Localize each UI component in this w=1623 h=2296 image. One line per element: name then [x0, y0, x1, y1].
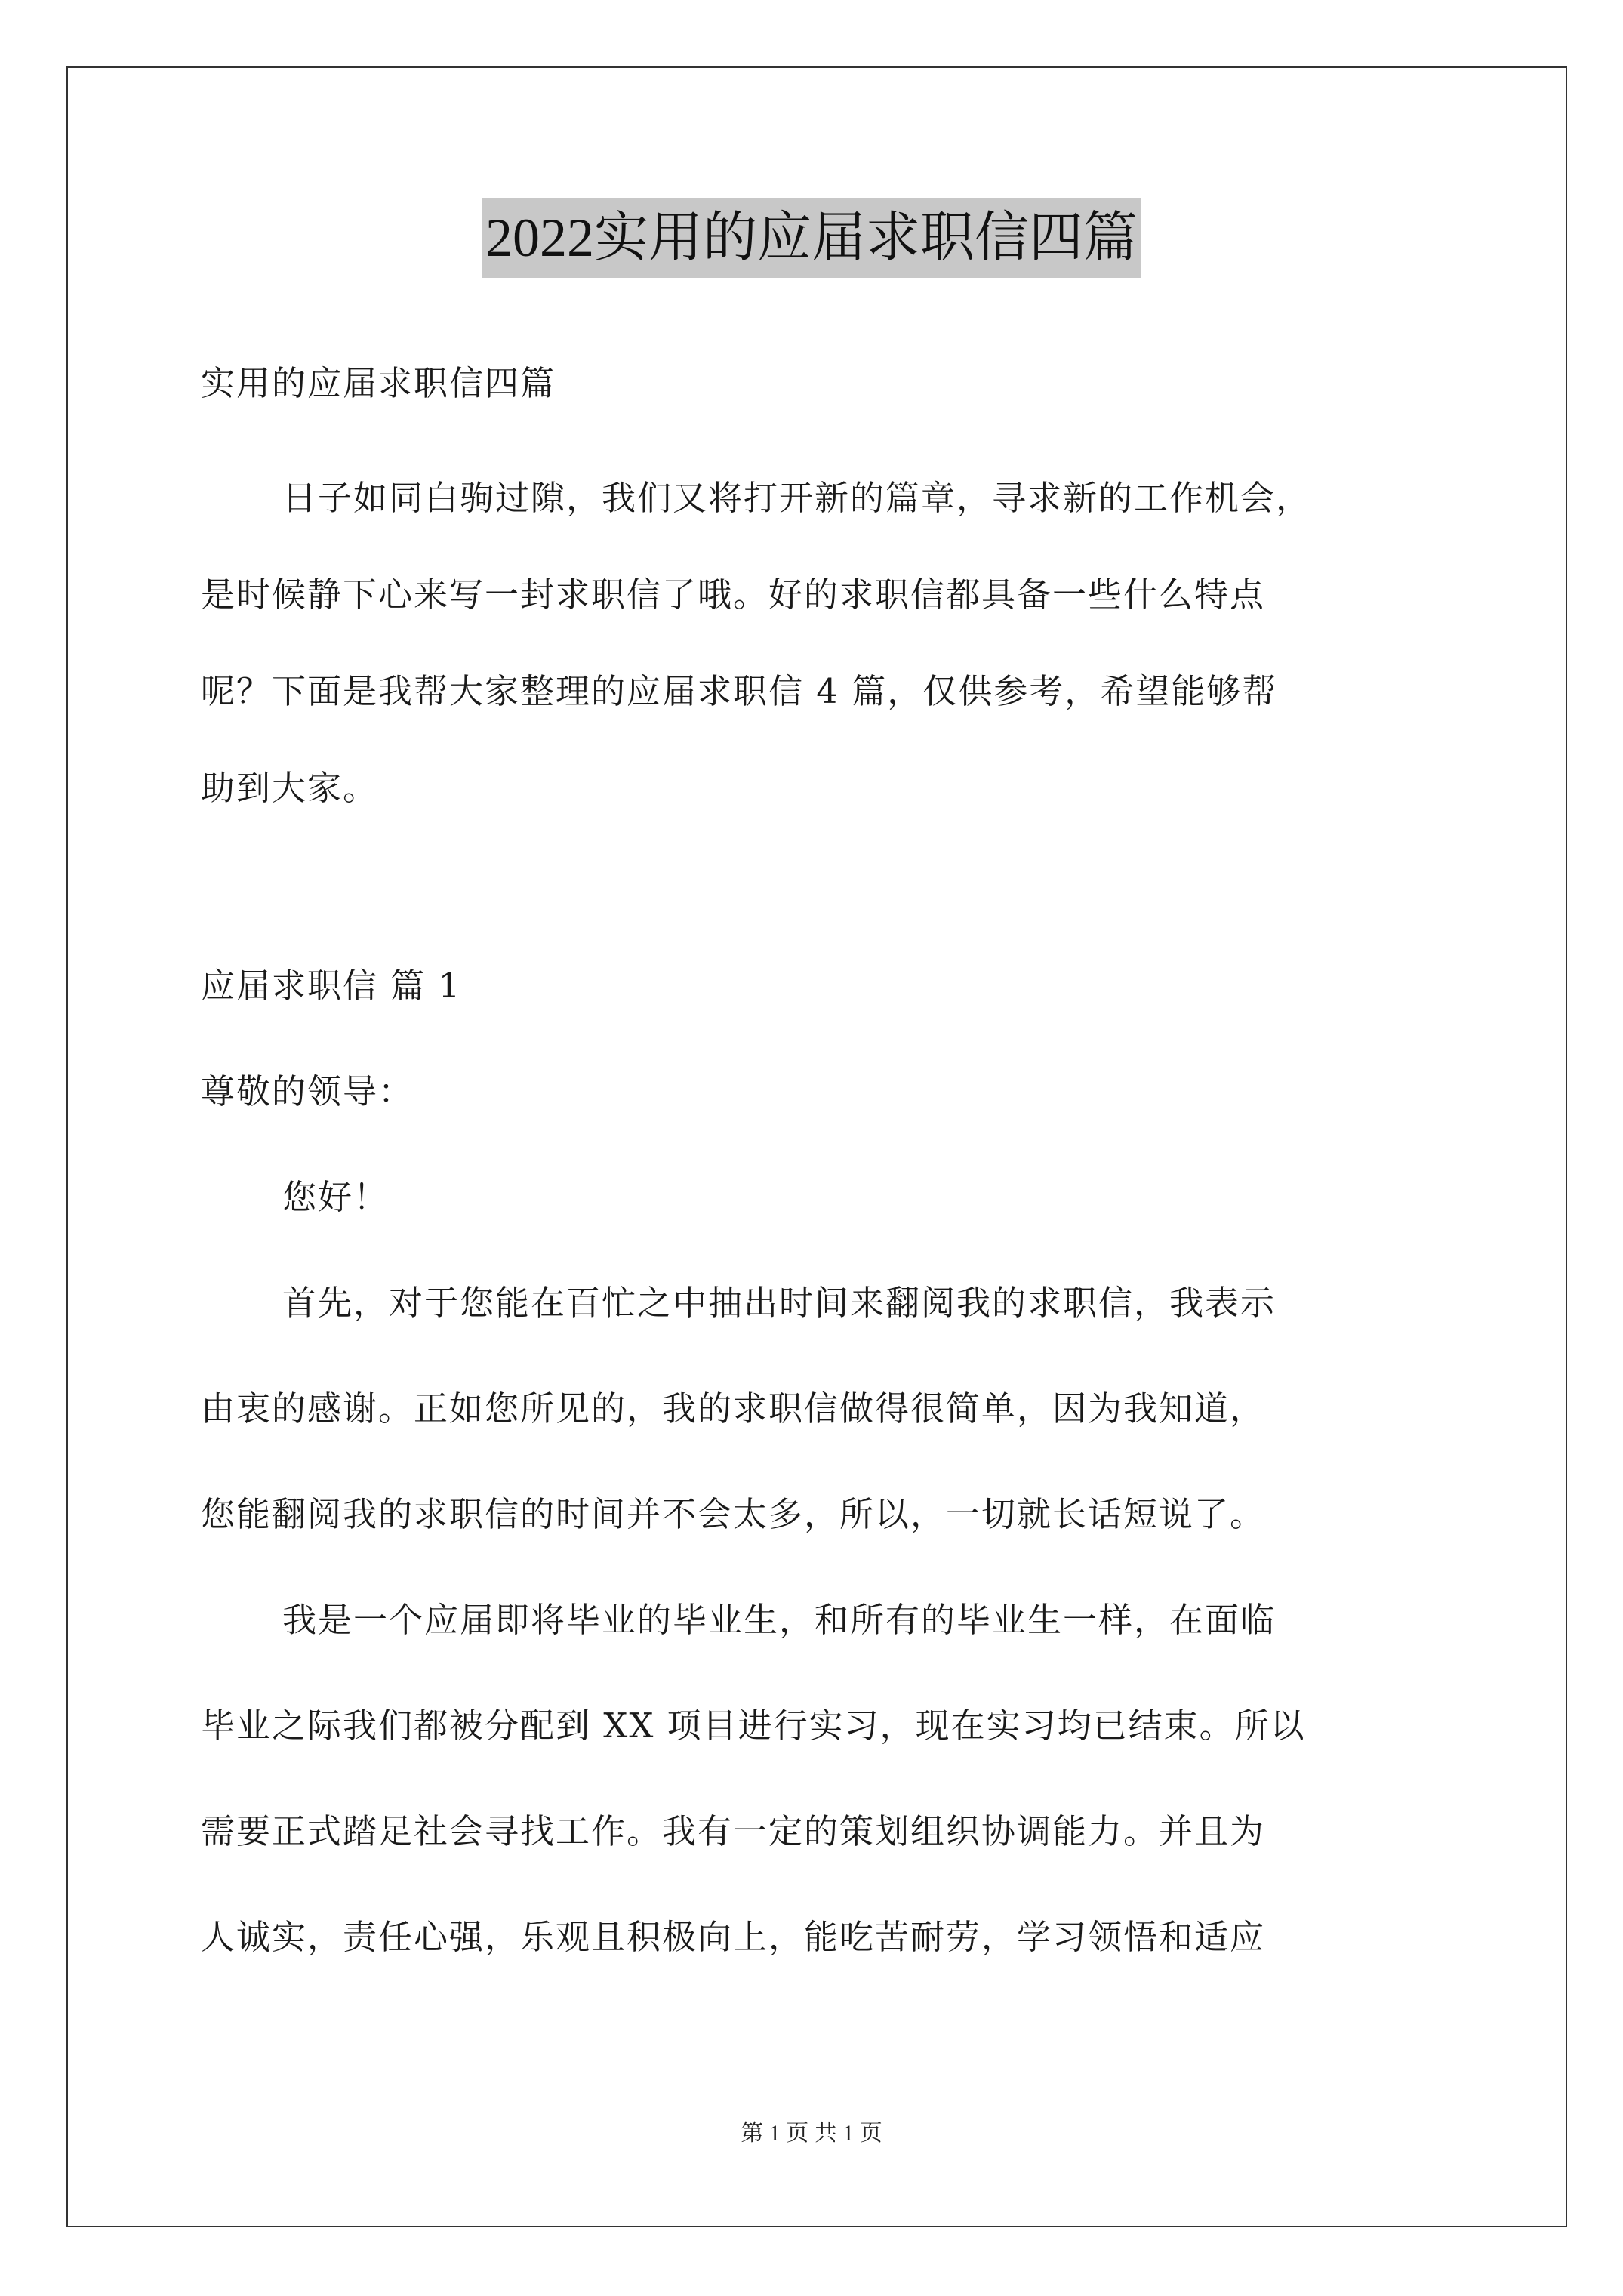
paragraph-line: 我是一个应届即将毕业的毕业生，和所有的毕业生一样，在面临: [282, 1600, 1277, 1640]
page-footer: 第 1 页 共 1 页: [741, 2121, 882, 2146]
intro-line: 助到大家。: [201, 768, 379, 808]
document-title: 2022实用的应届求职信四篇: [482, 198, 1141, 278]
intro-line: 是时候静下心来写一封求职信了哦。好的求职信都具备一些什么特点: [201, 575, 1266, 615]
paragraph-line: 需要正式踏足社会寻找工作。我有一定的策划组织协调能力。并且为: [201, 1811, 1266, 1851]
intro-line: 日子如同白驹过隙，我们又将打开新的篇章，寻求新的工作机会，: [282, 478, 1312, 518]
intro-line: 呢？下面是我帮大家整理的应届求职信 4 篇，仅供参考，希望能够帮: [201, 671, 1278, 711]
paragraph-line: 人诚实，责任心强，乐观且积极向上，能吃苦耐劳，学习领悟和适应: [201, 1917, 1266, 1957]
paragraph-line: 首先，对于您能在百忙之中抽出时间来翻阅我的求职信，我表示: [282, 1283, 1277, 1323]
paragraph-line: 由衷的感谢。正如您所见的，我的求职信做得很简单，因为我知道，: [201, 1388, 1266, 1428]
section-heading: 应届求职信 篇 1: [201, 966, 462, 1006]
paragraph-line: 您能翻阅我的求职信的时间并不会太多，所以，一切就长话短说了。: [201, 1494, 1266, 1534]
title-block: [0, 198, 1623, 278]
paragraph-line: 毕业之际我们都被分配到 XX 项目进行实习，现在实习均已结束。所以: [201, 1706, 1306, 1746]
salutation: 尊敬的领导：: [201, 1071, 414, 1111]
greeting: 您好！: [282, 1177, 390, 1217]
subtitle: 实用的应届求职信四篇: [201, 363, 556, 403]
